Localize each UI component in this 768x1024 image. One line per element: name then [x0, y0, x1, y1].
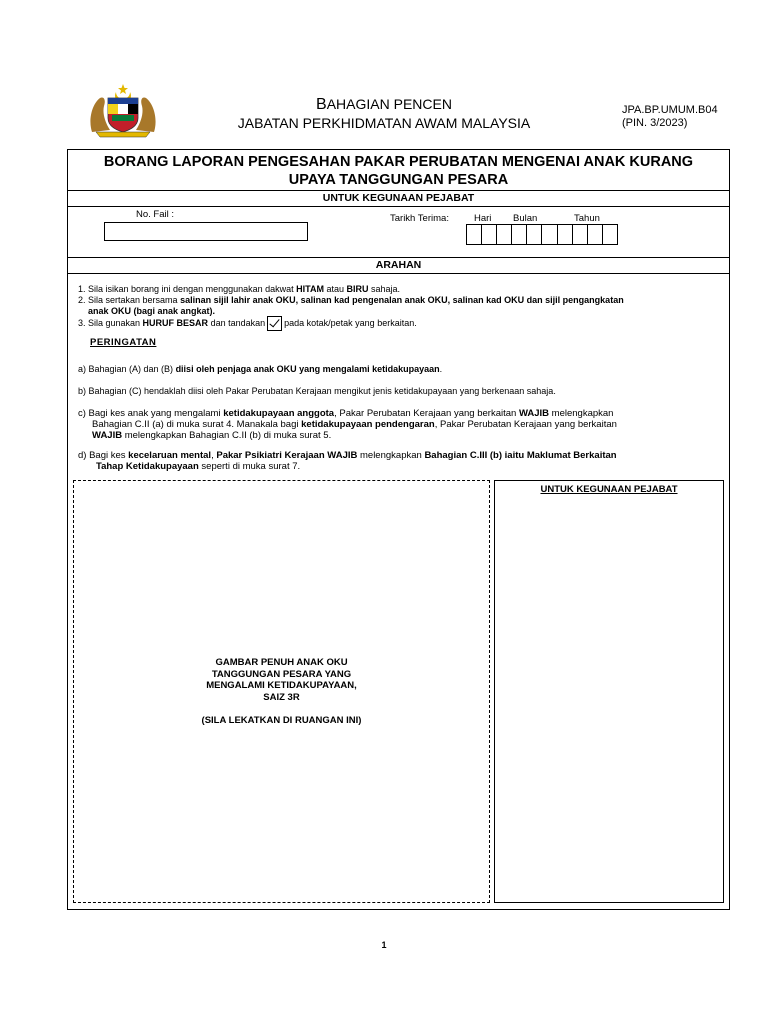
date-digit-box[interactable]: [603, 225, 617, 244]
file-no-field[interactable]: [104, 222, 308, 241]
month-label: Bulan: [513, 213, 538, 224]
date-digit-box[interactable]: [573, 225, 588, 244]
date-digit-box[interactable]: [558, 225, 573, 244]
date-digit-box[interactable]: [527, 225, 542, 244]
date-digit-box[interactable]: [588, 225, 603, 244]
checkmark-box-icon: [267, 316, 282, 331]
office-use-panel: [494, 480, 724, 903]
year-label: Tahun: [574, 213, 600, 224]
page-number: 1: [381, 940, 387, 950]
file-no-label: No. Fail :: [136, 209, 175, 220]
office-use-panel-label: UNTUK KEGUNAAN PEJABAT: [540, 484, 678, 495]
form-title: BORANG LAPORAN PENGESAHAN PAKAR PERUBATAN MENGENAI ANAK KURANG UPAYA TANGGUNGAN PESARA: [103, 154, 694, 188]
photo-instructions: GAMBAR PENUH ANAK OKU TANGGUNGAN PESARA YANG MENGALAMI KETIDAKUPAYAAN, SAIZ 3R (SILA LEKATKAN DI RUANGAN INI): [201, 657, 362, 726]
instructions-band: ARAHAN: [67, 257, 730, 274]
ref-code: JPA.BP.UMUM.B04: [622, 104, 718, 116]
received-date-boxes[interactable]: [466, 224, 618, 245]
date-digit-box[interactable]: [497, 225, 512, 244]
agency-name: JABATAN PERKHIDMATAN AWAM MALAYSIA: [237, 115, 531, 131]
date-digit-box[interactable]: [467, 225, 482, 244]
instruction-1: 1. Sila isikan borang ini dengan menggunakan dakwat HITAM atau BIRU sahaja.: [78, 284, 401, 294]
department-name: BAHAGIAN PENCEN: [316, 96, 452, 113]
instruction-3: 3. Sila gunakan HURUF BESAR dan tandakan pada kotak/petak yang berkaitan.: [78, 316, 718, 331]
instruction-2: 2. Sila sertakan bersama salinan sijil lahir anak OKU, salinan kad pengenalan anak OKU, salinan kad OKU dan sijil pengangkatan anak OKU (bagi anak angkat).: [78, 295, 624, 316]
day-label: Hari: [474, 213, 492, 224]
date-digit-box[interactable]: [512, 225, 527, 244]
warnings-heading: PERINGATAN: [90, 337, 157, 348]
warning-c: c) Bagi kes anak yang mengalami ketidakupayaan anggota, Pakar Perubatan Kerajaan yang berkaitan WAJIB melengkapkan Bahagian C.II (a) di muka surat 4. Manakala bagi ketidakupayaan pendengaran, Pakar Perubatan Kerajaan yang berkaitan WAJIB melengkapkan Bahagian C.II (b) di muka surat 5.: [78, 408, 617, 441]
date-digit-box[interactable]: [482, 225, 497, 244]
date-digit-box[interactable]: [542, 225, 557, 244]
warning-d: d) Bagi kes kecelaruan mental, Pakar Psikiatri Kerajaan WAJIB melengkapkan Bahagian C.III (b) iaitu Maklumat Berkaitan Tahap Ketidakupayaan seperti di muka surat 7.: [78, 450, 617, 472]
warning-b: b) Bahagian (C) hendaklah diisi oleh Pakar Perubatan Kerajaan mengikut jenis ketidakupayaan yang berkenaan sahaja.: [78, 386, 556, 396]
warning-a: a) Bahagian (A) dan (B) diisi oleh penjaga anak OKU yang mengalami ketidakupayaan.: [78, 364, 443, 374]
pin-number: (PIN. 3/2023): [622, 117, 688, 129]
office-use-band: UNTUK KEGUNAAN PEJABAT: [67, 190, 730, 207]
form-reference: [622, 104, 718, 130]
received-date-label: Tarikh Terima:: [390, 213, 449, 224]
